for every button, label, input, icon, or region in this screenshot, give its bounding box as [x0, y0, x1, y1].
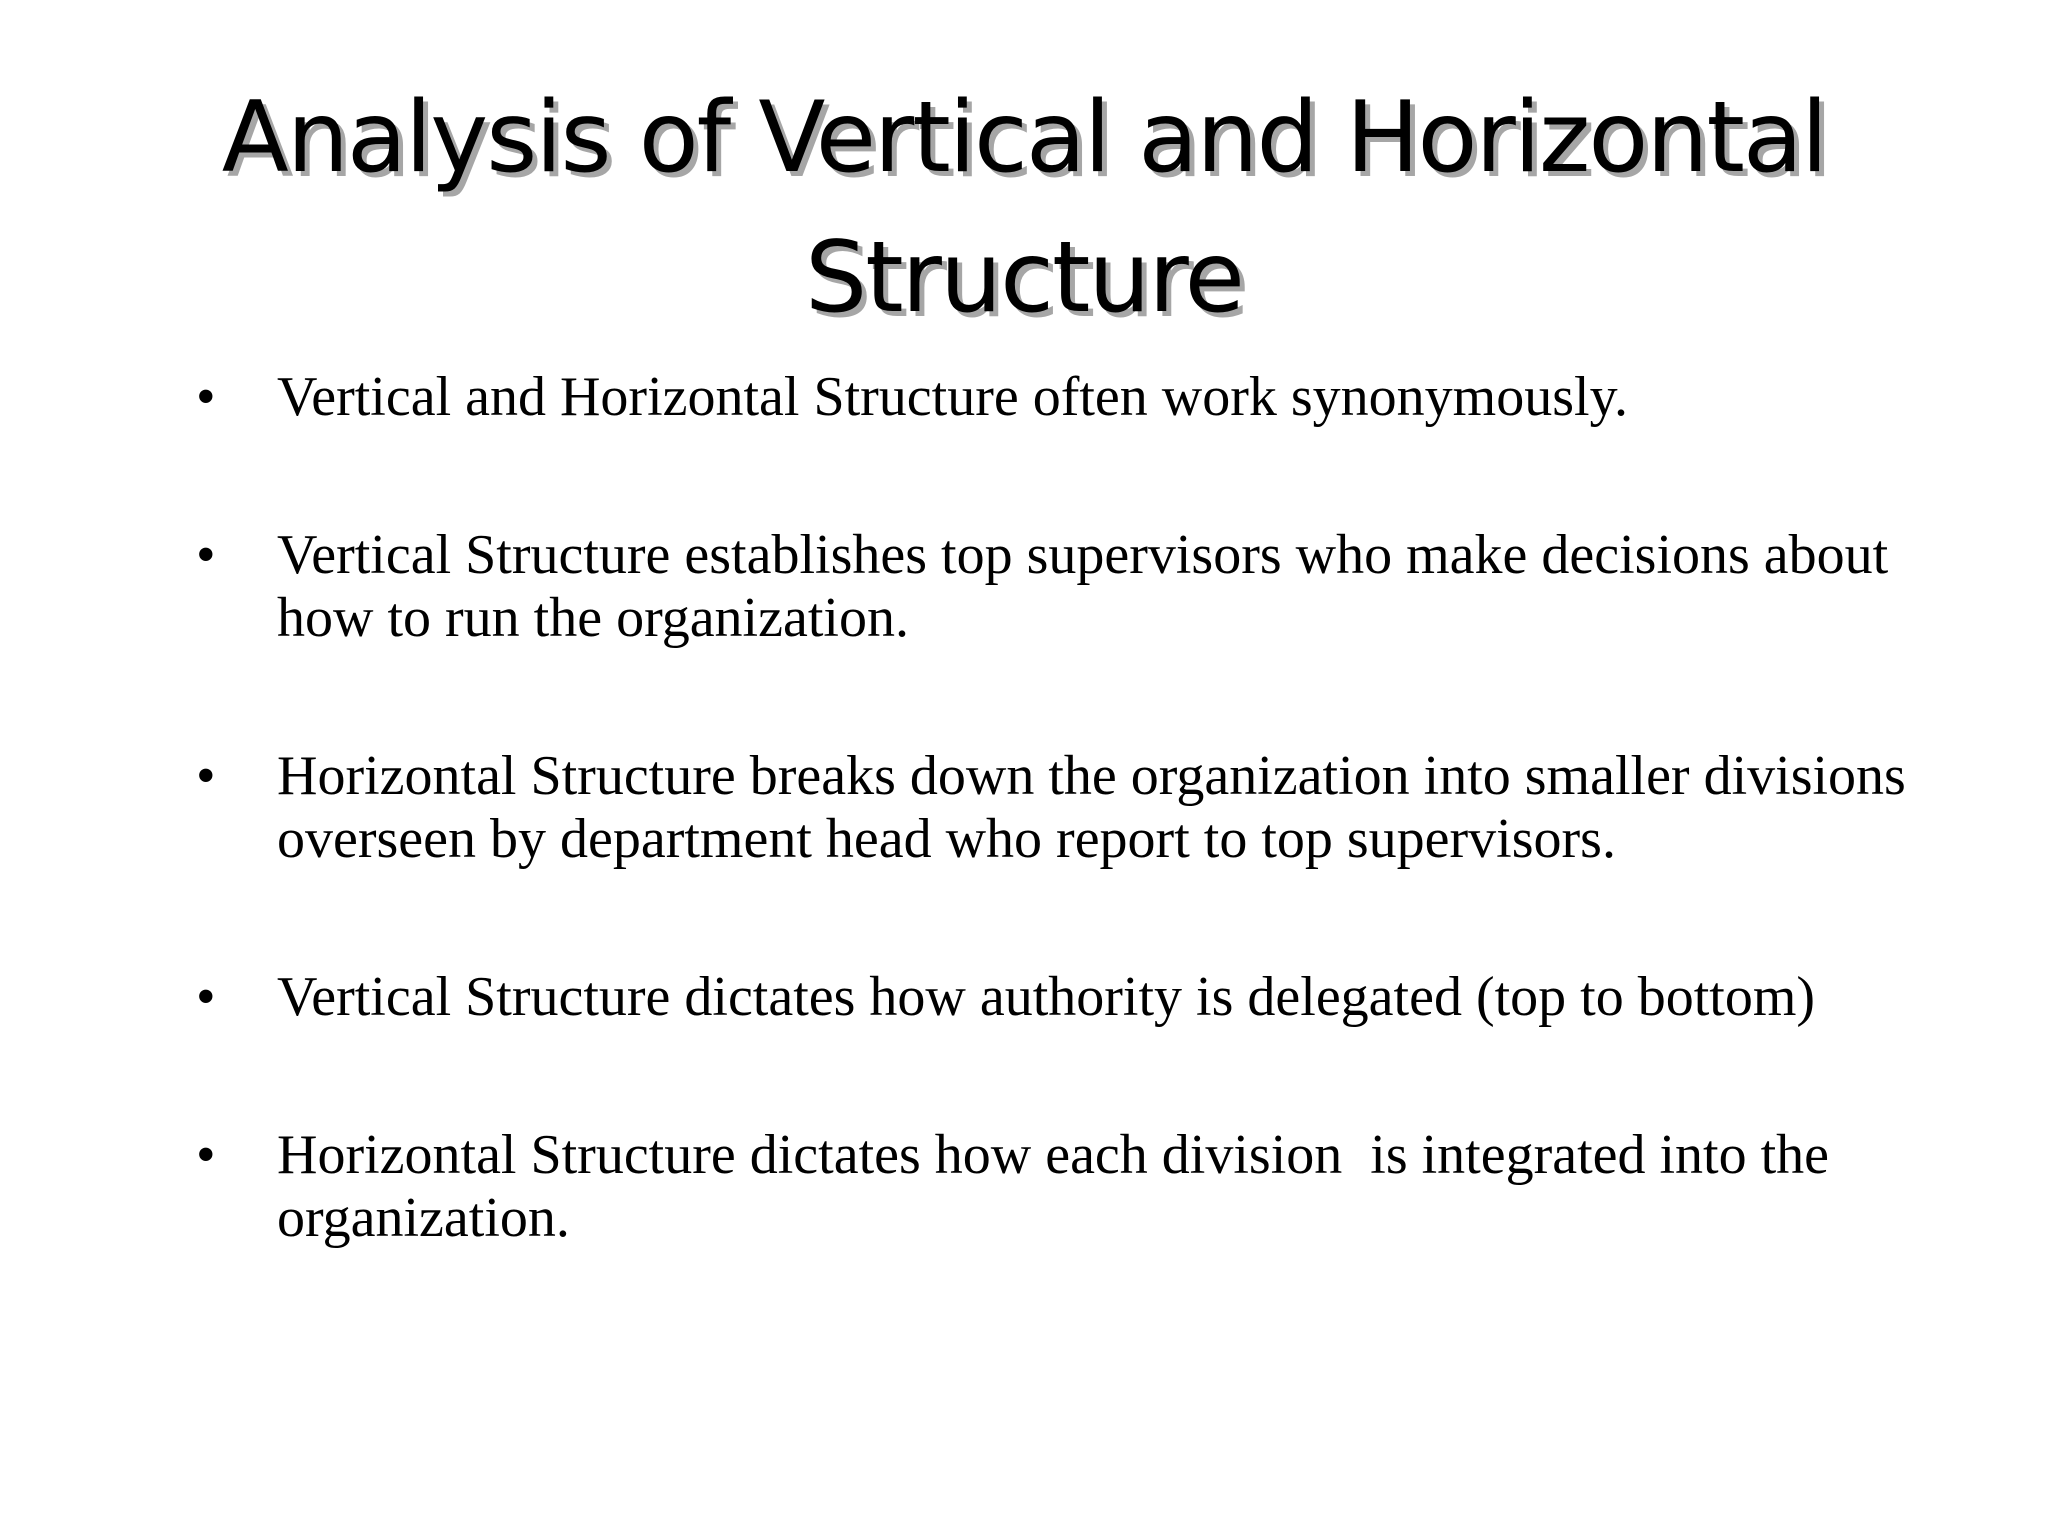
bullet-text: Horizontal Structure breaks down the organization into smaller divisions overseen by department head who report to top supervisors. [277, 745, 1920, 870]
slide-title-line-1: Analysis of Vertical and Horizontal [221, 81, 1827, 195]
bullet-list [196, 366, 1976, 1250]
bullet-text: Vertical Structure establishes top supervisors who make decisions about how to run the organization. [277, 524, 1903, 649]
bullet-text: Vertical Structure dictates how authority is delegated (top to bottom) [277, 966, 1816, 1028]
bullet-dot-icon: • [196, 366, 216, 428]
bullet-item [196, 524, 1976, 650]
bullet-item [196, 366, 1976, 429]
slide-title [140, 68, 1908, 348]
bullet-dot-icon: • [196, 524, 216, 586]
bullet-dot-icon: • [196, 745, 216, 807]
bullet-item [196, 745, 1976, 871]
bullet-text: Vertical and Horizontal Structure often work synonymously. [277, 366, 1628, 428]
bullet-text: Horizontal Structure dictates how each division is integrated into the organization. [277, 1124, 1844, 1249]
bullet-dot-icon: • [196, 1124, 216, 1186]
bullet-item [196, 1124, 1976, 1250]
bullet-item [196, 966, 1976, 1029]
slide-title-line-2: Structure [805, 221, 1243, 335]
bullet-dot-icon: • [196, 966, 216, 1028]
